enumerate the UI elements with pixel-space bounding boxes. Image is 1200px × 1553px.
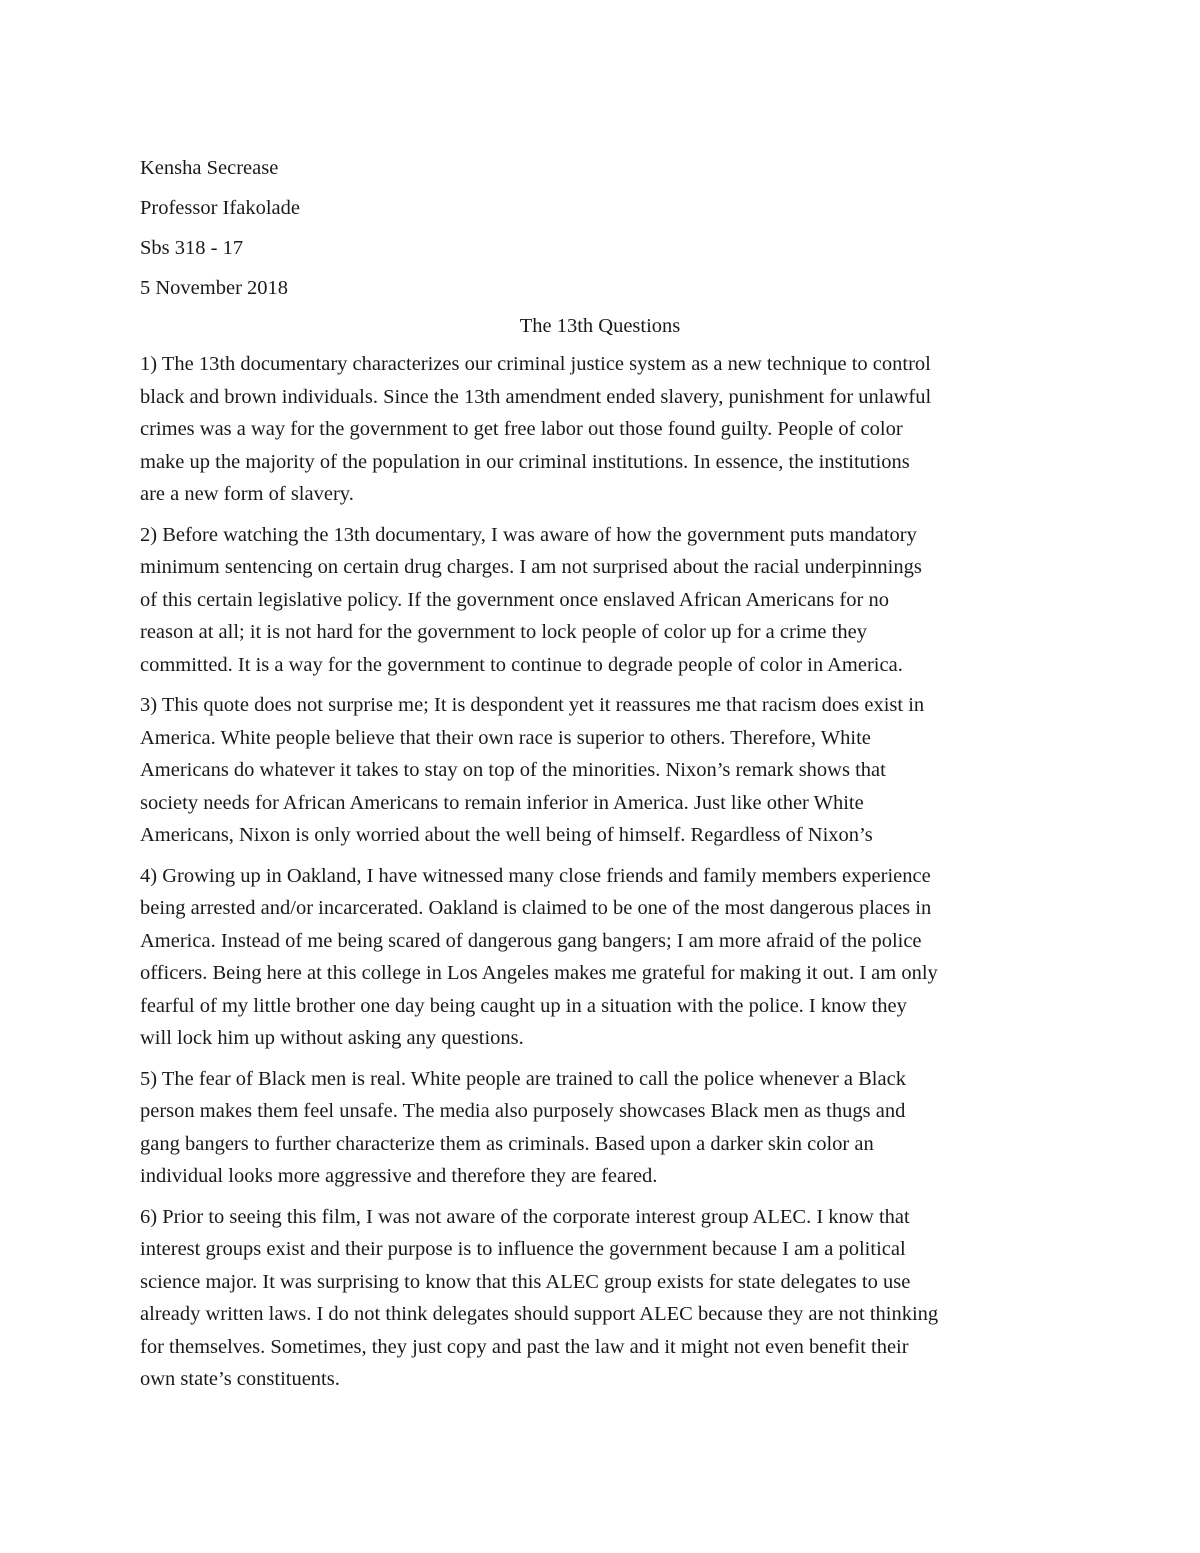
answer-line: for themselves. Sometimes, they just copy and past the law and it might not even benefit their [140,1335,909,1358]
answer-line: 4) Growing up in Oakland, I have witnessed many close friends and family members experience [140,864,931,887]
professor-name: Professor Ifakolade [140,197,300,219]
document-title: The 13th Questions [519,315,681,337]
answer-line: fearful of my little brother one day being caught up in a situation with the police. I know they [140,994,907,1017]
answer-line: are a new form of slavery. [140,483,354,505]
answer-line: 5) The fear of Black men is real. White people are trained to call the police whenever a Black [140,1067,906,1090]
answer-line: person makes them feel unsafe. The media also purposely showcases Black men as thugs and [140,1100,906,1122]
answer-line: science major. It was surprising to know that this ALEC group exists for state delegates to use [140,1270,911,1293]
answer-line: America. Instead of me being scared of dangerous gang bangers; I am more afraid of the police [140,929,922,952]
answer-line: individual looks more aggressive and therefore they are feared. [140,1165,658,1187]
course-code: Sbs 318 - 17 [140,237,244,259]
answer-paragraph-2 [140,519,1060,682]
answer-line: will lock him up without asking any questions. [140,1027,524,1049]
answers-list [140,348,1060,1396]
answer-line: 2) Before watching the 13th documentary, I was aware of how the government puts mandatory [140,523,917,546]
answer-line: black and brown individuals. Since the 13th amendment ended slavery, punishment for unlawful [140,385,932,408]
answer-line: officers. Being here at this college in Los Angeles makes me grateful for making it out. I am only [140,962,938,984]
answer-line: Americans do whatever it takes to stay on top of the minorities. Nixon’s remark shows that [140,759,886,781]
document-page [140,148,1060,1404]
answer-line: minimum sentencing on certain drug charges. I am not surprised about the racial underpinnings [140,556,922,578]
answer-paragraph-1 [140,348,1060,511]
answer-line: society needs for African Americans to remain inferior in America. Just like other White [140,791,864,814]
answer-paragraph-6 [140,1201,1060,1396]
document-date: 5 November 2018 [140,277,289,299]
answer-line: Americans, Nixon is only worried about the well being of himself. Regardless of Nixon’s [140,824,873,846]
answer-line: gang bangers to further characterize them as criminals. Based upon a darker skin color an [140,1132,874,1155]
answer-line: already written laws. I do not think delegates should support ALEC because they are not thinking [140,1303,939,1325]
student-name: Kensha Secrease [140,157,279,179]
answer-line: make up the majority of the population in our criminal institutions. In essence, the institutions [140,450,910,473]
answer-line: reason at all; it is not hard for the government to lock people of color up for a crime they [140,621,867,643]
answer-line: 6) Prior to seeing this film, I was not aware of the corporate interest group ALEC. I know that [140,1205,910,1228]
answer-line: interest groups exist and their purpose is to influence the government because I am a political [140,1238,906,1260]
answer-line: 3) This quote does not surprise me; It is despondent yet it reassures me that racism does exist in [140,694,925,716]
answer-line: of this certain legislative policy. If the government once enslaved African Americans for no [140,588,889,611]
answer-line: own state’s constituents. [140,1368,340,1390]
answer-line: being arrested and/or incarcerated. Oakland is claimed to be one of the most dangerous places in [140,897,932,919]
answer-line: committed. It is a way for the government to continue to degrade people of color in America. [140,653,903,676]
answer-line: crimes was a way for the government to get free labor out those found guilty. People of color [140,418,903,440]
answer-line: 1) The 13th documentary characterizes our criminal justice system as a new technique to control [140,353,931,375]
answer-line: America. White people believe that their own race is superior to others. Therefore, White [140,726,871,749]
answer-paragraph-3 [140,689,1060,852]
answer-paragraph-4 [140,860,1060,1055]
answer-paragraph-5 [140,1063,1060,1193]
